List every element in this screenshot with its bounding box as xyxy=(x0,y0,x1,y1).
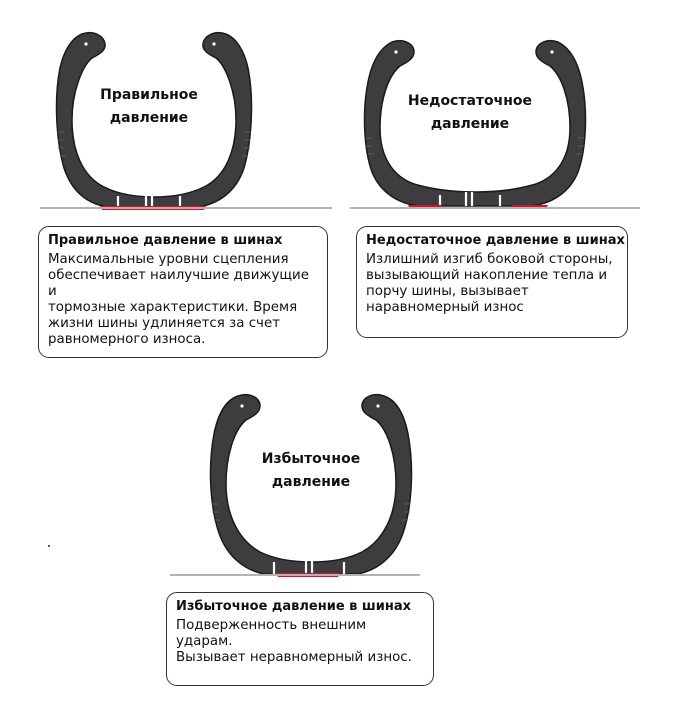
info-box-under-line: наравномерный износ xyxy=(366,300,524,315)
tire-label-under-line2: давление xyxy=(430,116,510,132)
info-box-normal-line: Максимальные уровни сцепления xyxy=(48,252,289,267)
tire-label-normal-line1: Правильное xyxy=(100,87,198,103)
info-box-over-title: Избыточное давление в шинах xyxy=(176,599,411,614)
info-box-normal-title: Правильное давление в шинах xyxy=(48,233,283,248)
tire-label-over-line2: давление xyxy=(271,474,351,490)
tire-label-over-line1: Избыточное xyxy=(261,451,361,467)
bead-hole-left xyxy=(240,404,243,407)
info-box-normal-line: обеспечивает наилучшие движущие и xyxy=(48,268,309,299)
tire-label-under-line1: Недостаточное xyxy=(407,93,533,109)
tire-label-normal-line2: давление xyxy=(109,110,189,126)
bead-hole-right xyxy=(376,404,379,407)
info-box-under-title: Недостаточное давление в шинах xyxy=(366,233,625,248)
info-box-under-line: Излишний изгиб боковой стороны, xyxy=(366,252,613,267)
info-box-under-line: порчу шины, вызывает xyxy=(366,284,529,299)
info-box-over-text xyxy=(176,618,424,666)
info-box-over-line: Подверженность внешним ударам. xyxy=(176,618,367,649)
sidewall-ribs-over xyxy=(212,504,410,520)
info-box-over xyxy=(166,592,434,686)
info-box-over-line: Вызывает неравномерный износ. xyxy=(176,650,412,665)
info-box-under-line: вызывающий накопление тепла и xyxy=(366,268,608,283)
info-box-normal-line: жизни шины удлиняется за счет xyxy=(48,316,281,331)
tire-label-over xyxy=(236,448,386,494)
info-box-normal-line: тормозные характеристики. Время xyxy=(48,300,298,315)
info-box-normal-line: равномерного износа. xyxy=(48,332,206,347)
ground-line-over xyxy=(170,574,420,576)
stray-dot xyxy=(48,545,50,547)
